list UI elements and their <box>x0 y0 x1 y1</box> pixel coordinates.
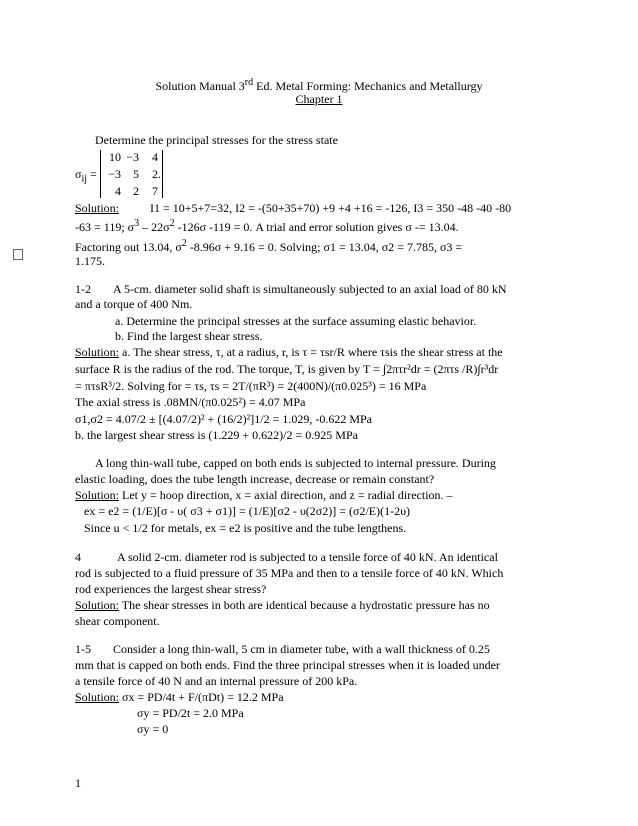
p4-number: 4 <box>75 550 81 564</box>
p3-solution-line3: Since u < 1/2 for metals, ex = e2 is positive and the tube lengthens. <box>84 521 407 535</box>
p4-line1: A solid 2-cm. diameter rod is subjected to a tensile force of 40 kN. An identical <box>117 550 498 564</box>
matrix-cell: 4 <box>115 184 121 198</box>
p1-solution-label: Solution: <box>75 201 120 215</box>
p4-solution-label: Solution: <box>75 598 120 612</box>
matrix-cell: 7 <box>152 184 158 198</box>
p2-item-a: a. Determine the principal stresses at the surface assuming elastic behavior. <box>115 314 477 328</box>
p3-solution-line2: ex = e2 = (1/E)[σ - υ( σ3 + σ1)] = (1/E)[σ2 - υ(2σ2)] = (σ2/E)(1-2υ) <box>84 504 411 518</box>
matrix-cell: 10 <box>109 150 121 164</box>
p1-solution-line3: Factoring out 13.04, $\sigma^2$ -8.96σ + 9.16 = 0. Solving; σ1 = 13.04, σ2 = 7.785, σ3 = <box>75 238 463 254</box>
p1-solution-line4: 1.175. <box>75 254 105 268</box>
p5-line1: Consider a long thin-wall, 5 cm in diameter tube, with a wall thickness of 0.25 <box>113 642 490 656</box>
p1-question: Determine the principal stresses for the stress state <box>95 133 338 147</box>
document-title <box>0 76 638 93</box>
matrix-cell: 2 <box>152 167 158 181</box>
p5-line2: mm that is capped on both ends. Find the three principal stresses when it is loaded under <box>75 658 500 672</box>
title-part1: Solution Manual 3 <box>155 79 245 93</box>
page-number: 1 <box>75 776 81 790</box>
p2-line2: and a torque of 400 Nm. <box>75 297 193 311</box>
p4-line2: rod is subjected to a fluid pressure of 35 MPa and then to a tensile force of 40 kN. Which <box>75 566 504 580</box>
p1-solution-line1 <box>75 201 119 215</box>
p5-line3: a tensile force of 40 N and an internal pressure of 200 kPa. <box>75 674 358 688</box>
p2-line1: A 5-cm. diameter solid shaft is simultaneously subjected to an axial load of 80 kN <box>113 282 507 296</box>
p2-item-b: b. Find the largest shear stress. <box>115 329 263 343</box>
p2-solution-line5: σ1,σ2 = 4.07/2 ± [(4.07/2)² + (16/2)²]1/2 = 1.029, -0.622 MPa <box>75 412 372 426</box>
p2-solution-line2: surface R is the radius of the rod. The torque, T, is given by T = ∫2πτr²dr = (2πτs /R)∫r³dr <box>75 362 499 376</box>
p4-solution-line2: shear component. <box>75 614 160 628</box>
p2-solution-line6: b. the largest shear stress is (1.229 + 0.622)/2 = 0.925 MPa <box>75 428 358 442</box>
p5-number: 1-5 <box>75 642 91 656</box>
p3-line1: A long thin-wall tube, capped on both ends is subjected to internal pressure. During <box>95 456 496 470</box>
title-superscript: rd <box>244 77 254 88</box>
p2-solution-label: Solution: <box>75 345 120 359</box>
matrix-cell: −3 <box>108 167 121 181</box>
p5-solution-line1: Solution: σx = PD/4t + F/(πDt) = 12.2 MPa <box>75 690 284 704</box>
p2-number: 1-2 <box>75 282 91 296</box>
p1-sigma-subscript: ij <box>81 173 88 185</box>
chapter-heading: Chapter 1 <box>295 92 343 106</box>
p2-solution-line1: Solution: a. The shear stress, τ, at a radius, r, is τ = τsr/R where τsis the shear stress at the <box>75 345 503 359</box>
p2-solution-line4: The axial stress is .08MN/(π0.025²) = 4.07 MPa <box>75 395 306 409</box>
checkbox-icon <box>13 249 23 260</box>
p4-line3: rod experiences the largest shear stress? <box>75 582 267 596</box>
matrix-left-bar <box>100 150 101 198</box>
p1-equals-sign: = <box>90 167 97 181</box>
matrix-right-bar <box>162 150 163 198</box>
matrix-cell: 5 <box>133 167 139 181</box>
p5-solution-line3: σy = 0 <box>137 722 169 736</box>
p5-solution-label: Solution: <box>75 690 120 704</box>
matrix-end-period: . <box>158 167 161 181</box>
p1-sigma-symbol: σ <box>75 167 82 181</box>
p1-solution-invariants: I1 = 10+5+7=32, I2 = -(50+35+70) +9 +4 +16 = -126, I3 = 350 -48 -40 -80 <box>150 201 512 215</box>
matrix-cell: 2 <box>133 184 139 198</box>
p3-solution-line1: Solution: Let y = hoop direction, x = axial direction, and z = radial direction. – <box>75 488 453 502</box>
p3-solution-label: Solution: <box>75 488 120 502</box>
p3-line2: elastic loading, does the tube length increase, decrease or remain constant? <box>75 472 435 486</box>
p2-solution-line3: = πτsR³/2. Solving for = τs, τs = 2T/(πR³) = 2(400N)/(π0.025³) = 16 MPa <box>75 379 427 393</box>
matrix-cell: 4 <box>152 150 158 164</box>
p4-solution-line1: Solution: The shear stresses in both are identical because a hydrostatic pressure has no <box>75 598 490 612</box>
title-part2: Ed. Metal Forming: Mechanics and Metallurgy <box>253 79 483 93</box>
matrix-cell: −3 <box>126 150 139 164</box>
p5-solution-line2: σy = PD/2t = 2.0 MPa <box>137 706 244 720</box>
p1-solution-line2: -63 = 119; $\sigma^3 - 22\sigma^2$ -126σ -119 = 0. A trial and error solution gives σ -= 13.04. <box>75 218 459 234</box>
p1-stress-matrix <box>80 150 170 198</box>
